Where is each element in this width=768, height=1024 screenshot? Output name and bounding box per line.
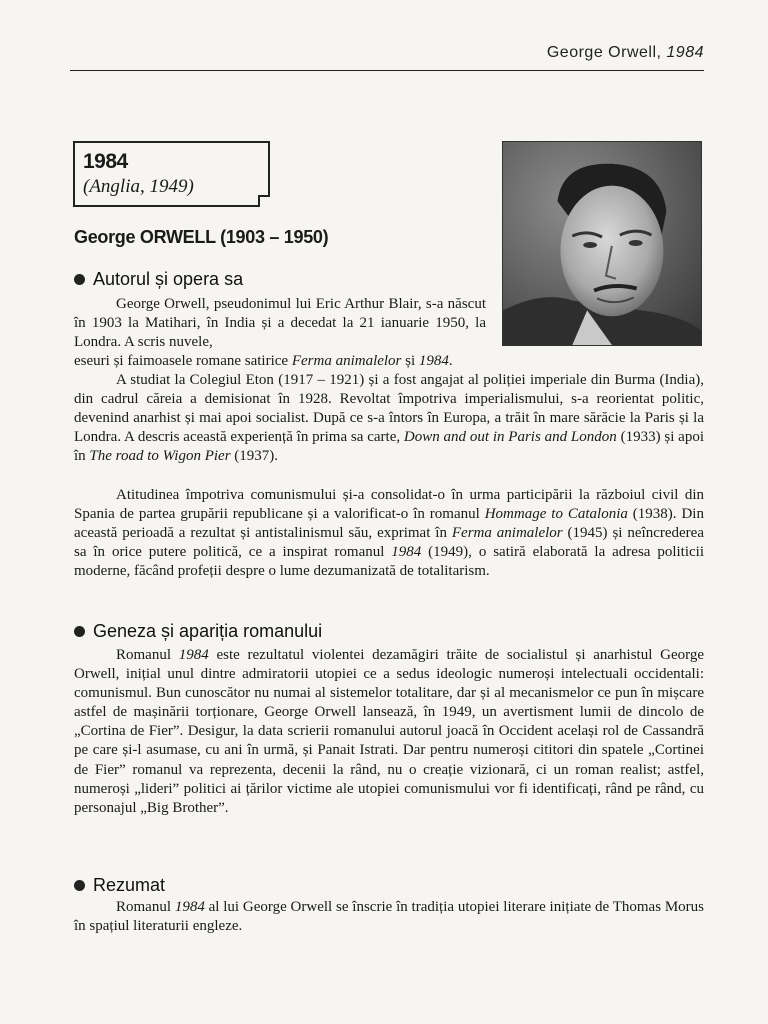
running-head-author: George Orwell, [546, 44, 667, 61]
bullet-icon [74, 880, 85, 891]
title-box [73, 141, 270, 207]
running-head-book: 1984 [666, 44, 704, 61]
header-rule [70, 70, 704, 71]
book-year-title: 1984 [83, 150, 128, 173]
bullet-icon [74, 626, 85, 637]
paragraph-autorul-1: George Orwell, pseudonimul lui Eric Arthur Blair, s-a născut în 1903 la Matihari, în India și a decedat la 21 ianuarie 1950, la Londra. A scris nuvele, [74, 296, 486, 351]
paragraph-autorul-3: Atitudinea împotriva comunismului și-a consolidat-o în urma participării la războiul civil din Spania de partea grupării republicane și a valorificat-o în romanul Hommage to Catalonia (1938). Din această perioadă a rezultat și antistalinismul său, exprimat în Ferma animalelor (1945) și neîncrederea sa în orice putere politică, ce a inspirat romanul 1984 (1949), o satiră elaborată la adresa politicii moderne, făcând profeții despre o lume dezumanizată de totalitarism. [74, 487, 704, 580]
section-heading-autorul [74, 269, 243, 290]
title-box-corner [258, 195, 270, 207]
book-origin: (Anglia, 1949) [83, 176, 194, 197]
section-heading-rezumat-label: Rezumat [93, 875, 166, 895]
section-heading-rezumat [74, 875, 165, 896]
paragraph-rezumat-1: Romanul 1984 al lui George Orwell se înscrie în tradiția utopiei literare inițiate de Thomas Morus în spațiul literaturii engleze. [74, 899, 704, 935]
paragraph-geneza-1: Romanul 1984 este rezultatul violentei dezamăgiri trăite de socialistul și anarhistul George Orwell, inițial unul dintre admiratorii utopiei ce a sedus ideologic numeroși intelectuali occidentali: comunismul. Bun cunoscător nu numai al sistemelor totalitare, dar și al mecanismelor ce pun în mișcare astfel de mașinării torționare, George Orwell lansează, în 1949, un avertisment lumii de dincolo de „Cortina de Fier”. Desigur, la data scrierii romanului autorul joacă în Occident același rol de Cassandră pe care și-l asumase, cu ani în urmă, și Panait Istrati. Dar pentru numeroși cititori din spatele „Cortinei de Fier” romanul va reprezenta, decenii la rând, nu o creație vizionară, ci un roman realist; astfel, numeroși „lideri” politici ai țărilor victime ale utopiei comunismului vor fi identificați, rând pe rând, cu personajul „Big Brother”. [74, 647, 704, 816]
author-heading: George ORWELL (1903 – 1950) [74, 227, 329, 247]
running-head [70, 44, 704, 62]
section-heading-geneza [74, 621, 322, 642]
bullet-icon [74, 274, 85, 285]
paragraph-autorul-1-tail: eseuri și faimoasele romane satirice Ferma animalelor și 1984. [74, 353, 453, 369]
paragraph-autorul-2: A studiat la Colegiul Eton (1917 – 1921) și a fost angajat al poliției imperiale din Burma (India), din cadrul căreia a demisionat în 1928. Revoltat împotriva imperialismului, s-a reorientat politic, devenind anarhist și mai apoi socialist. După ce s-a întors în Europa, a trăit în mare sărăcie la Paris și la Londra. A descris această experiență în prima sa carte, Down and out in Paris and London (1933) și apoi în The road to Wigon Pier (1937). [74, 372, 704, 465]
author-portrait [502, 141, 702, 346]
section-heading-autorul-label: Autorul și opera sa [93, 269, 244, 289]
section-heading-geneza-label: Geneza și apariția romanului [93, 621, 323, 641]
